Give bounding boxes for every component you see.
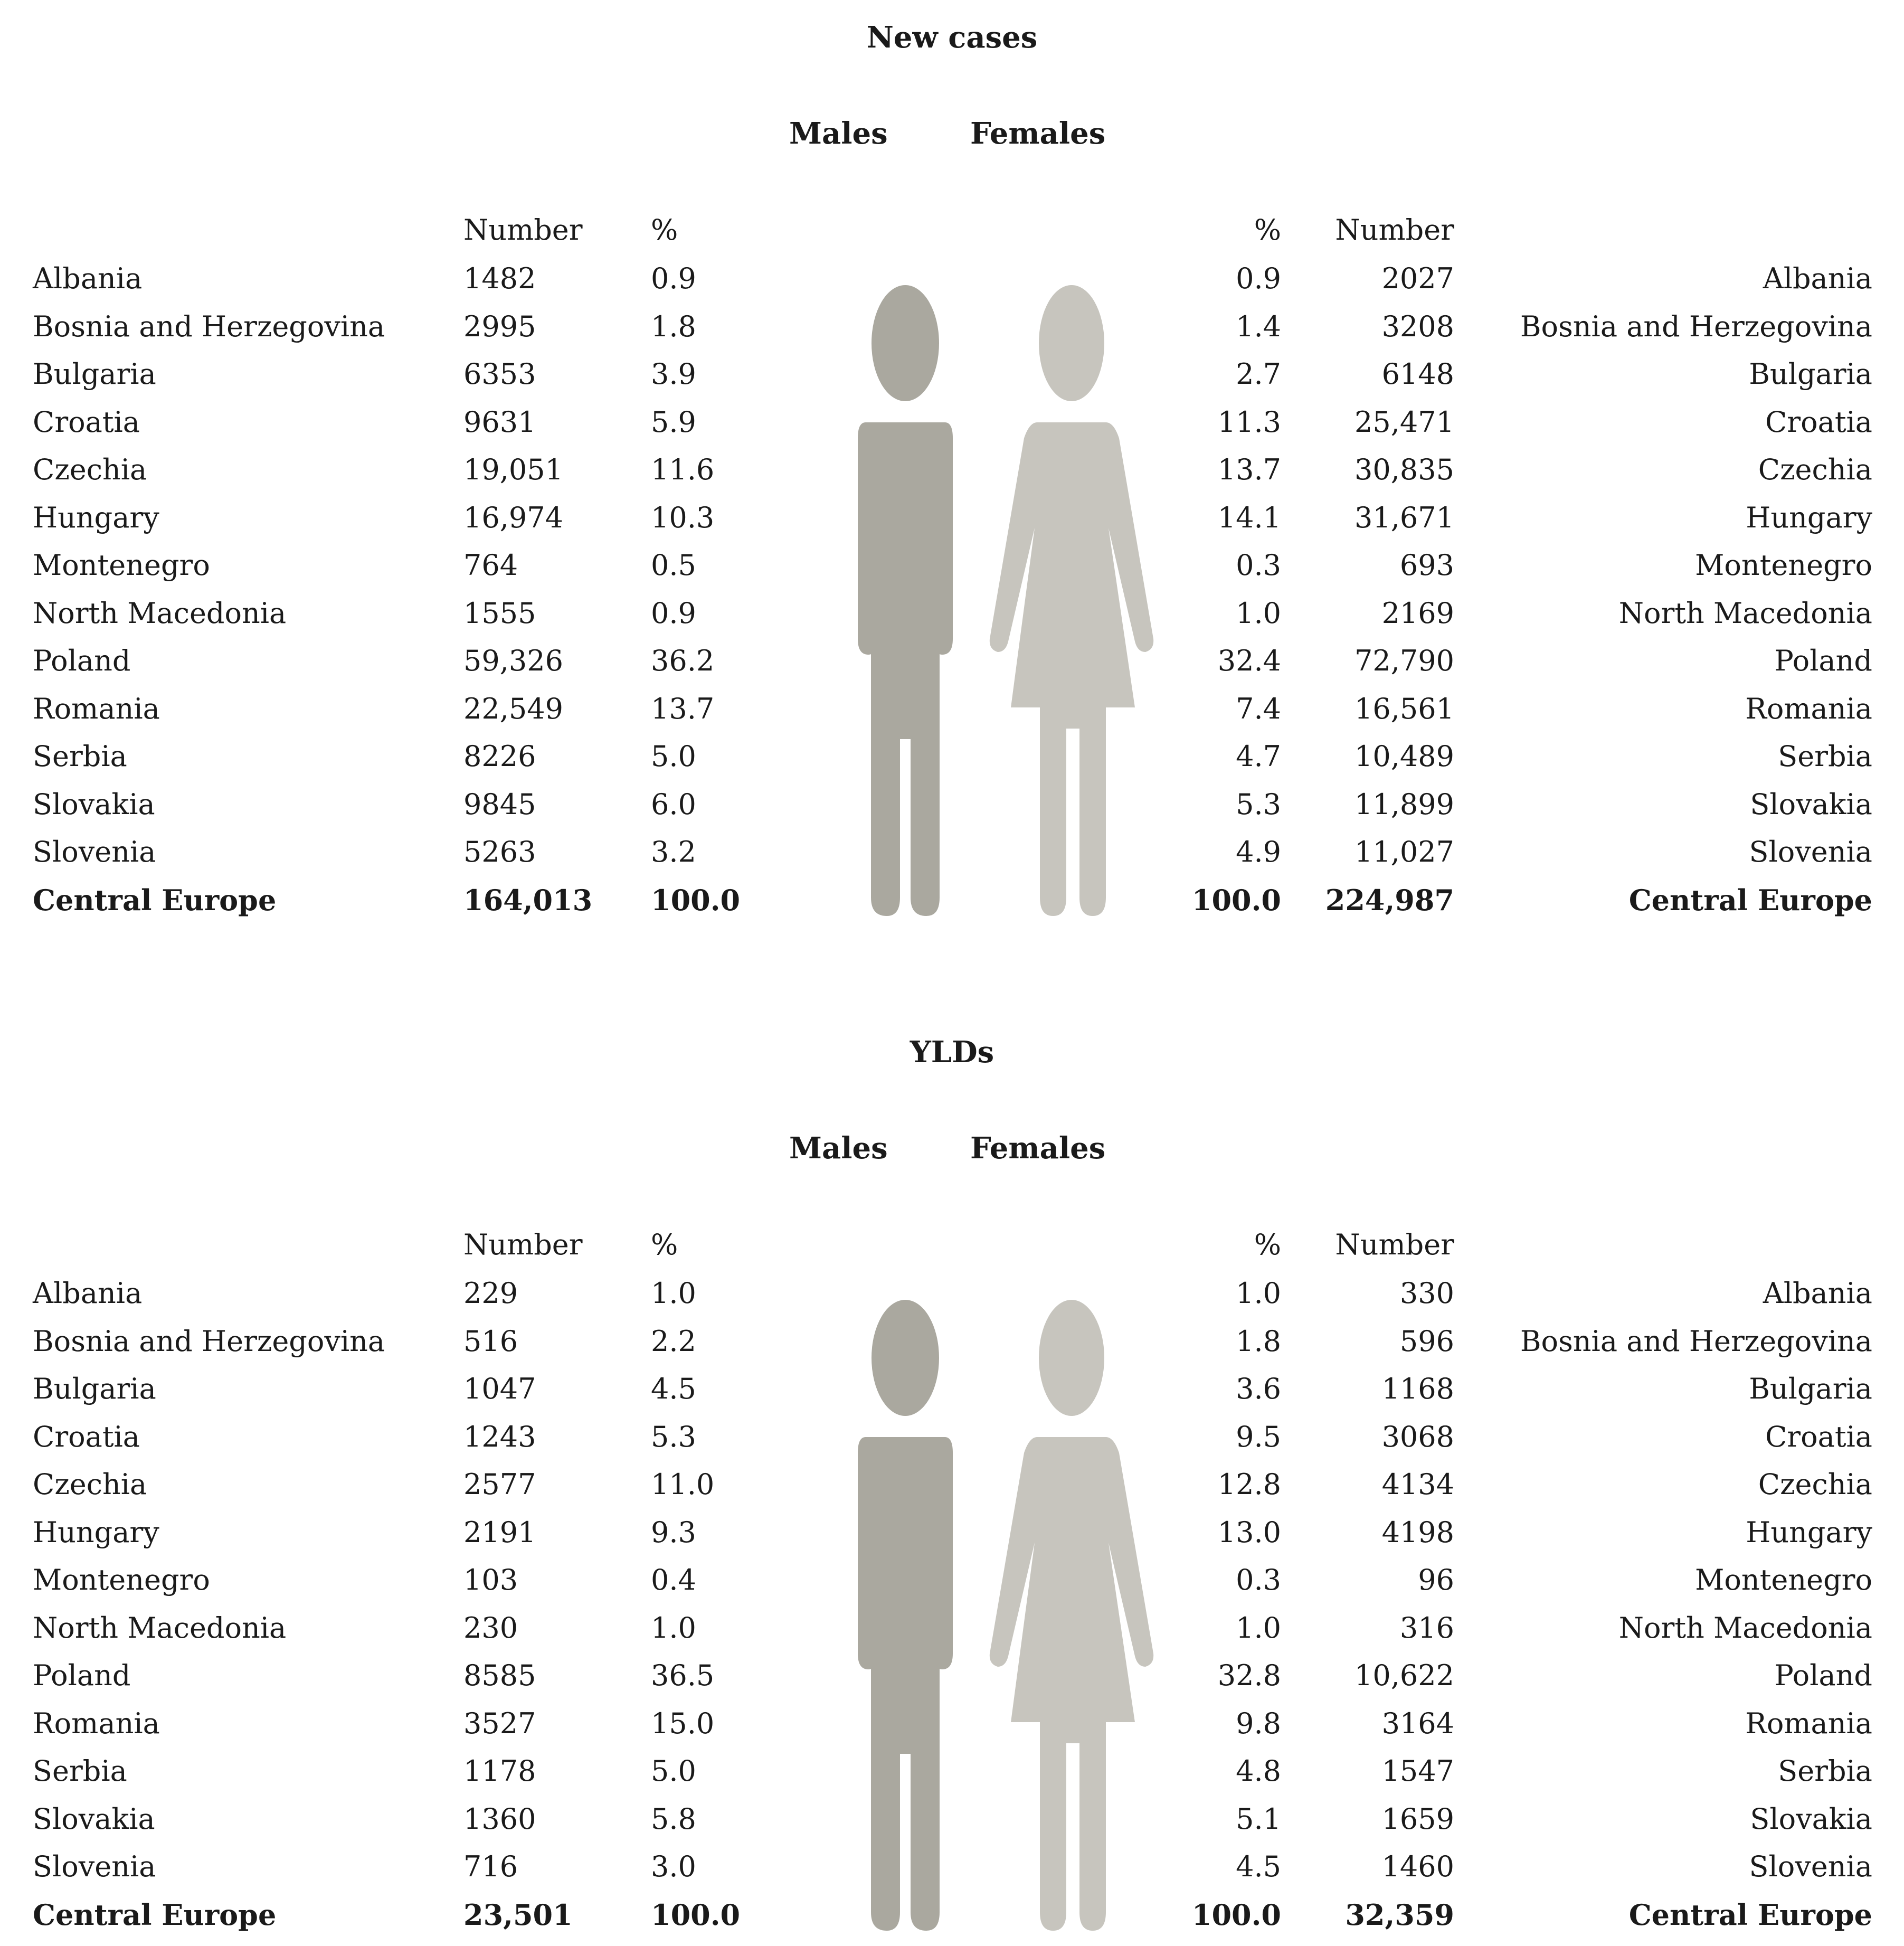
female-percent: 100.0 <box>1191 1897 1281 1932</box>
male-number: 22,549 <box>463 692 563 725</box>
country-label-right: Slovenia <box>1749 1850 1872 1883</box>
female-number: 11,899 <box>1354 787 1454 821</box>
country-label: Romania <box>33 692 160 725</box>
female-percent: 9.8 <box>1236 1706 1281 1740</box>
table-row <box>0 262 1904 309</box>
male-percent: 1.0 <box>651 1611 696 1645</box>
male-percent: 100.0 <box>651 883 741 917</box>
table-row <box>0 1372 1904 1420</box>
male-number: 164,013 <box>463 883 593 917</box>
country-label-right: Serbia <box>1778 740 1872 773</box>
country-label-right: Serbia <box>1778 1754 1872 1788</box>
table-row <box>0 1850 1904 1897</box>
country-label: Serbia <box>33 1754 127 1788</box>
table-row <box>0 549 1904 596</box>
male-percent: 3.2 <box>651 835 696 868</box>
female-number: 2169 <box>1381 596 1454 630</box>
female-number-header: Number <box>1335 213 1454 247</box>
country-label: Hungary <box>33 1515 159 1549</box>
table-row <box>0 1802 1904 1850</box>
male-percent: 13.7 <box>651 692 715 725</box>
male-percent: 5.0 <box>651 1754 696 1788</box>
male-percent: 36.2 <box>651 644 715 677</box>
male-percent: 15.0 <box>651 1706 715 1740</box>
male-percent: 0.4 <box>651 1563 696 1597</box>
female-number: 72,790 <box>1354 644 1454 677</box>
female-percent: 0.9 <box>1236 262 1281 295</box>
female-number: 316 <box>1399 1611 1454 1645</box>
male-number: 716 <box>463 1850 518 1883</box>
country-label-right: Czechia <box>1758 453 1872 486</box>
male-percent: 5.3 <box>651 1420 696 1453</box>
female-number: 596 <box>1399 1324 1454 1358</box>
male-number-header: Number <box>463 1228 583 1261</box>
female-number: 96 <box>1418 1563 1454 1597</box>
female-percent-header: % <box>1254 1228 1281 1261</box>
female-percent: 1.0 <box>1236 596 1281 630</box>
male-percent: 5.9 <box>651 405 696 439</box>
country-label: Hungary <box>33 500 159 534</box>
male-number: 1243 <box>463 1420 536 1453</box>
male-number: 2995 <box>463 309 536 343</box>
female-percent: 4.9 <box>1236 835 1281 868</box>
male-number: 9845 <box>463 787 536 821</box>
country-label-right: Bosnia and Herzegovina <box>1520 309 1872 343</box>
male-number: 516 <box>463 1324 518 1358</box>
male-number: 23,501 <box>463 1897 573 1932</box>
female-percent: 5.3 <box>1236 787 1281 821</box>
female-number: 3208 <box>1381 309 1454 343</box>
female-percent: 11.3 <box>1217 405 1281 439</box>
table-row <box>0 835 1904 883</box>
female-number: 3164 <box>1381 1706 1454 1740</box>
male-percent: 5.8 <box>651 1802 696 1836</box>
country-label-right: Croatia <box>1765 1420 1872 1453</box>
female-number: 693 <box>1399 549 1454 582</box>
male-number: 230 <box>463 1611 518 1645</box>
female-percent: 1.4 <box>1236 309 1281 343</box>
female-percent: 2.7 <box>1236 357 1281 391</box>
table-total-row <box>0 1898 1904 1945</box>
female-percent: 1.0 <box>1236 1277 1281 1310</box>
female-number: 4134 <box>1381 1468 1454 1501</box>
country-label: Slovakia <box>33 787 155 821</box>
country-label: Central Europe <box>33 883 277 917</box>
male-number: 9631 <box>463 405 536 439</box>
country-label: Slovakia <box>33 1802 155 1836</box>
country-label: Poland <box>33 644 131 677</box>
male-number: 5263 <box>463 835 536 868</box>
female-number: 1659 <box>1381 1802 1454 1836</box>
table-row <box>0 1659 1904 1706</box>
female-percent: 1.0 <box>1236 1611 1281 1645</box>
country-label: Poland <box>33 1659 131 1692</box>
female-number-header: Number <box>1335 1228 1454 1261</box>
males-label: Males <box>789 1131 888 1166</box>
country-label: North Macedonia <box>33 596 287 630</box>
male-number: 2577 <box>463 1468 536 1501</box>
male-percent: 2.2 <box>651 1324 696 1358</box>
country-label: Albania <box>33 1277 143 1310</box>
female-number: 6148 <box>1381 357 1454 391</box>
female-number: 32,359 <box>1345 1897 1454 1932</box>
table-row <box>0 597 1904 644</box>
table-row <box>0 1325 1904 1372</box>
female-number: 330 <box>1399 1277 1454 1310</box>
country-label: Bosnia and Herzegovina <box>33 309 385 343</box>
female-percent: 0.3 <box>1236 1563 1281 1597</box>
male-percent: 36.5 <box>651 1659 715 1692</box>
section-title: New cases <box>866 20 1038 55</box>
male-percent-header: % <box>651 1228 678 1261</box>
female-number: 16,561 <box>1354 692 1454 725</box>
female-percent-header: % <box>1254 213 1281 247</box>
country-label: North Macedonia <box>33 1611 287 1645</box>
male-percent: 0.9 <box>651 596 696 630</box>
male-number: 19,051 <box>463 453 563 486</box>
female-percent: 7.4 <box>1236 692 1281 725</box>
table-row <box>0 453 1904 500</box>
male-number: 1178 <box>463 1754 536 1788</box>
female-percent: 13.0 <box>1217 1515 1281 1549</box>
country-label-right: Central Europe <box>1628 883 1872 917</box>
male-percent: 0.9 <box>651 262 696 295</box>
male-percent: 3.0 <box>651 1850 696 1883</box>
male-number: 2191 <box>463 1515 536 1549</box>
country-label-right: Central Europe <box>1628 1897 1872 1932</box>
country-label-right: Slovenia <box>1749 835 1872 868</box>
male-percent: 4.5 <box>651 1372 696 1405</box>
male-percent: 11.6 <box>651 453 715 486</box>
male-number: 229 <box>463 1277 518 1310</box>
female-percent: 9.5 <box>1236 1420 1281 1453</box>
table-row <box>0 740 1904 787</box>
male-percent-header: % <box>651 213 678 247</box>
female-percent: 4.7 <box>1236 740 1281 773</box>
female-percent: 32.4 <box>1217 644 1281 677</box>
country-label: Czechia <box>33 453 147 486</box>
country-label: Albania <box>33 262 143 295</box>
male-percent: 1.8 <box>651 309 696 343</box>
country-label-right: Montenegro <box>1695 549 1872 582</box>
country-label-right: North Macedonia <box>1618 1611 1872 1645</box>
country-label: Bulgaria <box>33 1372 156 1405</box>
female-number: 11,027 <box>1354 835 1454 868</box>
female-percent: 0.3 <box>1236 549 1281 582</box>
country-label-right: Czechia <box>1758 1468 1872 1501</box>
table-total-row <box>0 883 1904 931</box>
female-percent: 14.1 <box>1217 500 1281 534</box>
male-number: 1047 <box>463 1372 536 1405</box>
country-label-right: Hungary <box>1746 500 1872 534</box>
female-number: 30,835 <box>1354 453 1454 486</box>
male-number: 16,974 <box>463 500 563 534</box>
country-label-right: Albania <box>1763 1277 1872 1310</box>
females-label: Females <box>970 116 1106 151</box>
male-number: 103 <box>463 1563 518 1597</box>
country-label-right: Bulgaria <box>1749 357 1872 391</box>
section-title: YLDs <box>910 1035 994 1070</box>
table-row <box>0 1420 1904 1468</box>
male-percent: 11.0 <box>651 1468 715 1501</box>
country-label-right: Poland <box>1774 644 1872 677</box>
female-number: 10,622 <box>1354 1659 1454 1692</box>
country-label: Bosnia and Herzegovina <box>33 1324 385 1358</box>
table-row <box>0 692 1904 740</box>
country-label: Montenegro <box>33 549 210 582</box>
female-percent: 32.8 <box>1217 1659 1281 1692</box>
male-percent: 5.0 <box>651 740 696 773</box>
country-label-right: Montenegro <box>1695 1563 1872 1597</box>
male-percent: 0.5 <box>651 549 696 582</box>
female-number: 4198 <box>1381 1515 1454 1549</box>
country-label: Czechia <box>33 1468 147 1501</box>
table-row <box>0 1563 1904 1611</box>
country-label-right: Romania <box>1745 1706 1872 1740</box>
table-row <box>0 405 1904 453</box>
female-percent: 13.7 <box>1217 453 1281 486</box>
country-label-right: Hungary <box>1746 1515 1872 1549</box>
country-label: Montenegro <box>33 1563 210 1597</box>
male-number-header: Number <box>463 213 583 247</box>
female-number: 10,489 <box>1354 740 1454 773</box>
table-row <box>0 1516 1904 1563</box>
male-percent: 9.3 <box>651 1515 696 1549</box>
country-label: Romania <box>33 1706 160 1740</box>
female-number: 2027 <box>1381 262 1454 295</box>
female-percent: 12.8 <box>1217 1468 1281 1501</box>
female-percent: 1.8 <box>1236 1324 1281 1358</box>
male-percent: 1.0 <box>651 1277 696 1310</box>
table-row <box>0 1707 1904 1754</box>
country-label-right: Slovakia <box>1750 1802 1872 1836</box>
male-number: 8226 <box>463 740 536 773</box>
male-number: 6353 <box>463 357 536 391</box>
female-percent: 5.1 <box>1236 1802 1281 1836</box>
country-label: Slovenia <box>33 835 156 868</box>
table-row <box>0 644 1904 692</box>
male-number: 1360 <box>463 1802 536 1836</box>
table-row <box>0 310 1904 357</box>
male-number: 8585 <box>463 1659 536 1692</box>
female-percent: 4.5 <box>1236 1850 1281 1883</box>
table-row <box>0 1468 1904 1515</box>
table-row <box>0 1277 1904 1324</box>
country-label-right: Bulgaria <box>1749 1372 1872 1405</box>
male-percent: 3.9 <box>651 357 696 391</box>
country-label-right: Croatia <box>1765 405 1872 439</box>
country-label-right: Albania <box>1763 262 1872 295</box>
country-label: Bulgaria <box>33 357 156 391</box>
female-number: 1460 <box>1381 1850 1454 1883</box>
table-row <box>0 1754 1904 1802</box>
female-number: 224,987 <box>1325 883 1454 917</box>
females-label: Females <box>970 1131 1106 1166</box>
male-percent: 10.3 <box>651 500 715 534</box>
female-number: 1168 <box>1381 1372 1454 1405</box>
country-label-right: North Macedonia <box>1618 596 1872 630</box>
female-number: 31,671 <box>1354 500 1454 534</box>
males-label: Males <box>789 116 888 151</box>
table-row <box>0 357 1904 405</box>
table-row <box>0 501 1904 549</box>
female-percent: 4.8 <box>1236 1754 1281 1788</box>
male-number: 764 <box>463 549 518 582</box>
female-number: 1547 <box>1381 1754 1454 1788</box>
country-label: Slovenia <box>33 1850 156 1883</box>
country-label: Croatia <box>33 1420 140 1453</box>
table-row <box>0 788 1904 835</box>
country-label: Serbia <box>33 740 127 773</box>
male-number: 3527 <box>463 1706 536 1740</box>
country-label: Croatia <box>33 405 140 439</box>
female-percent: 3.6 <box>1236 1372 1281 1405</box>
male-percent: 100.0 <box>651 1897 741 1932</box>
male-number: 59,326 <box>463 644 563 677</box>
male-number: 1555 <box>463 596 536 630</box>
female-percent: 100.0 <box>1191 883 1281 917</box>
country-label: Central Europe <box>33 1897 277 1932</box>
female-number: 3068 <box>1381 1420 1454 1453</box>
country-label-right: Poland <box>1774 1659 1872 1692</box>
table-row <box>0 1611 1904 1659</box>
country-label-right: Bosnia and Herzegovina <box>1520 1324 1872 1358</box>
country-label-right: Slovakia <box>1750 787 1872 821</box>
country-label-right: Romania <box>1745 692 1872 725</box>
female-number: 25,471 <box>1354 405 1454 439</box>
male-percent: 6.0 <box>651 787 696 821</box>
male-number: 1482 <box>463 262 536 295</box>
